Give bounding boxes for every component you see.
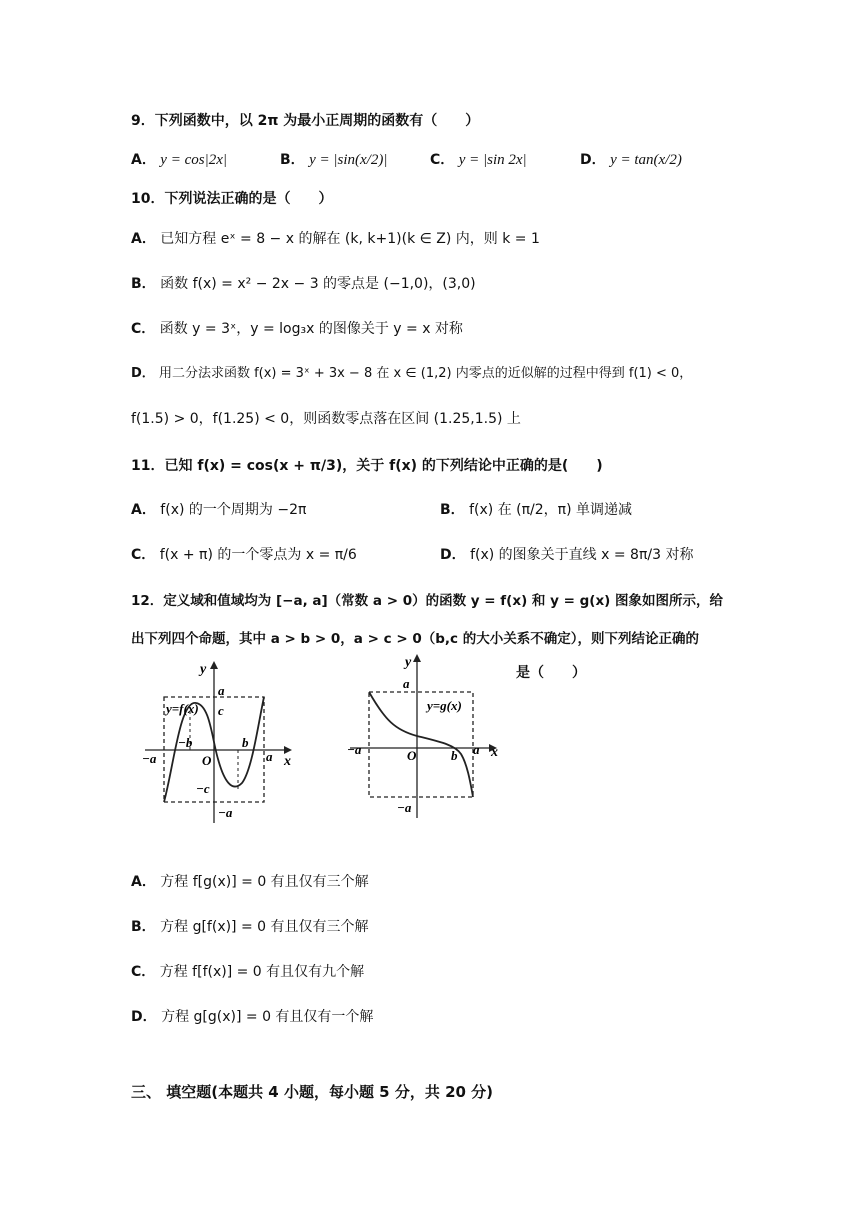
- q9-option-d: D． y = tan(x/2): [580, 152, 682, 168]
- q9-option-c: C． y = |sin 2x|: [430, 152, 527, 168]
- f-neg-c: −c: [196, 781, 210, 796]
- f-neg-b: −b: [178, 735, 193, 750]
- q11-stem: 11．已知 f(x) = cos(x + π/3)，关于 f(x) 的下列结论中正确的是( ): [131, 458, 603, 474]
- q12-stem-line3: 是（ ）: [516, 665, 586, 681]
- f-b: b: [242, 735, 249, 750]
- q9-option-a: A． y = cos|2x|: [131, 152, 227, 168]
- q10-option-c: C． 函数 y = 3ˣ，y = log₃x 的图像关于 y = x 对称: [131, 321, 463, 337]
- f-a-top: a: [218, 683, 225, 698]
- q12-option-c: C． 方程 f[f(x)] = 0 有且仅有九个解: [131, 964, 365, 980]
- f-origin: O: [202, 753, 212, 768]
- g-origin: O: [407, 748, 417, 763]
- g-b: b: [451, 748, 458, 763]
- q12-stem-line2: 出下列四个命题，其中 a > b > 0，a > c > 0（b,c 的大小关系不确定），则下列结论正确的: [131, 631, 699, 647]
- f-x-label: x: [284, 754, 291, 769]
- g-a-right: a: [473, 742, 480, 757]
- f-y-label: y: [200, 662, 207, 677]
- q9-option-b: B． y = |sin(x/2)|: [280, 152, 388, 168]
- q10-stem: 10．下列说法正确的是（ ）: [131, 191, 333, 207]
- f-neg-a-left: −a: [142, 751, 157, 766]
- q11-option-b: B． f(x) 在 (π/2，π) 单调递减: [440, 502, 633, 518]
- section-3-heading: 三、 填空题(本题共 4 小题，每小题 5 分，共 20 分): [131, 1083, 494, 1101]
- q11-option-a: A． f(x) 的一个周期为 −2π: [131, 502, 307, 518]
- q10-option-b: B． 函数 f(x) = x² − 2x − 3 的零点是 (−1,0)，(3,0): [131, 276, 476, 292]
- g-neg-a-left: −a: [347, 742, 362, 757]
- g-neg-a-bottom: −a: [397, 800, 412, 815]
- q12-stem-line1: 12．定义域和值域均为 [−a, a]（常数 a > 0）的函数 y = f(x) 和 y = g(x) 图象如图所示，给: [131, 593, 724, 609]
- f-fn-label: y=f(x): [166, 701, 199, 716]
- graph-g: [345, 650, 510, 820]
- f-a-right: a: [266, 749, 273, 764]
- q10-option-d-continued: f(1.5) > 0，f(1.25) < 0，则函数零点落在区间 (1.25,1.5) 上: [131, 411, 521, 427]
- graph-f: [140, 655, 300, 825]
- g-fn-label: y=g(x): [427, 698, 462, 713]
- g-y-label: y: [405, 655, 412, 670]
- f-c-top: c: [218, 703, 224, 718]
- q12-option-a: A． 方程 f[g(x)] = 0 有且仅有三个解: [131, 874, 369, 890]
- g-a-top: a: [403, 676, 410, 691]
- q10-option-a: A． 已知方程 eˣ = 8 − x 的解在 (k, k+1)(k ∈ Z) 内，则 k = 1: [131, 231, 540, 247]
- q11-option-c: C． f(x + π) 的一个零点为 x = π/6: [131, 547, 357, 563]
- q11-option-d: D． f(x) 的图象关于直线 x = 8π/3 对称: [440, 547, 694, 563]
- q10-option-d: D． 用二分法求函数 f(x) = 3ˣ + 3x − 8 在 x ∈ (1,2) 内零点的近似解的过程中得到 f(1) < 0，: [131, 366, 693, 381]
- q12-option-d: D． 方程 g[g(x)] = 0 有且仅有一个解: [131, 1009, 374, 1025]
- q12-option-b: B． 方程 g[f(x)] = 0 有且仅有三个解: [131, 919, 369, 935]
- f-neg-a-bottom: −a: [218, 805, 233, 820]
- q9-stem: 9．下列函数中，以 2π 为最小正周期的函数有（ ）: [131, 113, 480, 129]
- g-x-label: x: [491, 745, 498, 760]
